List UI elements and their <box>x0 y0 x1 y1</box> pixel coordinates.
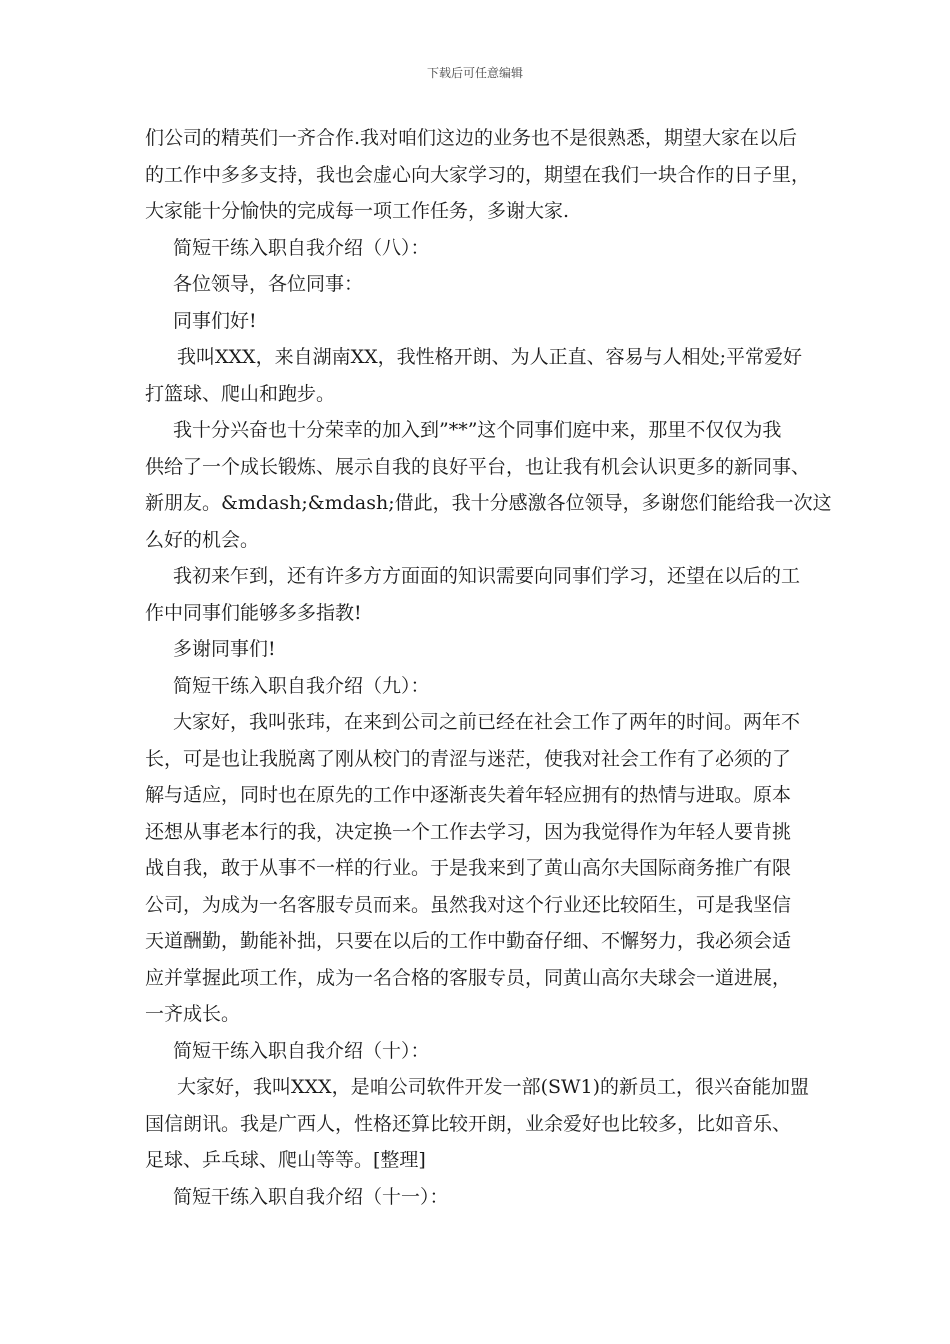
paragraph-line: 国信朗讯。我是广西人，性格还算比较开朗，业余爱好也比较多，比如音乐、 <box>145 1112 792 1135</box>
paragraph-line: 的工作中多多支持，我也会虚心向大家学习的，期望在我们一块合作的日子里， <box>145 163 811 186</box>
paragraph-line: 公司，为成为一名客服专员而来。虽然我对这个行业还比较陌生，可是我坚信 <box>145 893 792 916</box>
paragraph-line: 么好的机会。 <box>145 528 260 551</box>
paragraph-line: 供给了一个成长锻炼、展示自我的良好平台，也让我有机会认识更多的新同事、 <box>145 455 811 478</box>
section-heading: 简短干练入职自我介绍（九）： <box>173 674 430 697</box>
document-body <box>145 120 832 1215</box>
salutation-line: 各位领导，各位同事： <box>173 273 364 295</box>
paragraph-line: 应并掌握此项工作，成为一名合格的客服专员，同黄山高尔夫球会一道进展， <box>145 966 792 989</box>
paragraph-line: 我十分兴奋也十分荣幸的加入到”**”这个同事们庭中来，那里不仅仅为我 <box>173 419 782 441</box>
paragraph-line: 足球、乒乓球、爬山等等。[整理] <box>145 1149 426 1171</box>
paragraph-line: 作中同事们能够多多指教! <box>145 601 362 624</box>
paragraph-line: 还想从事老本行的我，决定换一个工作去学习，因为我觉得作为年轻人要肯挑 <box>145 820 792 843</box>
paragraph-line: 大家能十分愉快的完成每一项工作任务，多谢大家. <box>145 200 570 222</box>
paragraph-line: 打篮球、爬山和跑步。 <box>145 382 336 405</box>
section-heading: 简短干练入职自我介绍（八）： <box>173 236 430 259</box>
paragraph-line: 战自我，敢于从事不一样的行业。于是我来到了黄山高尔夫国际商务推广有限 <box>145 857 792 879</box>
paragraph-line: 大家好，我叫张玮，在来到公司之前已经在社会工作了两年的时间。两年不 <box>173 711 801 733</box>
paragraph-line: 大家好，我叫XXX，是咱公司软件开发一部(SW1)的新员工，很兴奋能加盟 <box>177 1076 810 1098</box>
paragraph-line: 解与适应，同时也在原先的工作中逐渐丧失着年轻应拥有的热情与进取。原本 <box>145 784 792 806</box>
paragraph-line: 我叫XXX，来自湖南XX，我性格开朗、为人正直、容易与人相处;平常爱好 <box>177 346 803 368</box>
greeting-line: 同事们好! <box>173 309 257 332</box>
paragraph-line: 长，可是也让我脱离了刚从校门的青涩与迷茫，使我对社会工作有了必须的了 <box>145 747 792 770</box>
paragraph-line: 我初来乍到，还有许多方方面面的知识需要向同事们学习，还望在以后的工 <box>173 565 801 587</box>
paragraph-line: 天道酬勤，勤能补拙，只要在以后的工作中勤奋仔细、不懈努力，我必须会适 <box>145 930 792 952</box>
paragraph-line: 一齐成长。 <box>145 1003 241 1025</box>
page-header: 下载后可任意编辑 <box>426 66 523 80</box>
paragraph-line: 们公司的精英们一齐合作.我对咱们这边的业务也不是很熟悉，期望大家在以后 <box>145 127 798 149</box>
paragraph-line: 新朋友。&mdash;&mdash;借此，我十分感激各位领导，多谢您们能给我一次这 <box>145 492 832 514</box>
section-heading: 简短干练入职自我介绍（十）： <box>173 1039 430 1062</box>
section-heading: 简短干练入职自我介绍（十一）： <box>173 1185 449 1208</box>
paragraph-line: 多谢同事们! <box>173 638 276 660</box>
